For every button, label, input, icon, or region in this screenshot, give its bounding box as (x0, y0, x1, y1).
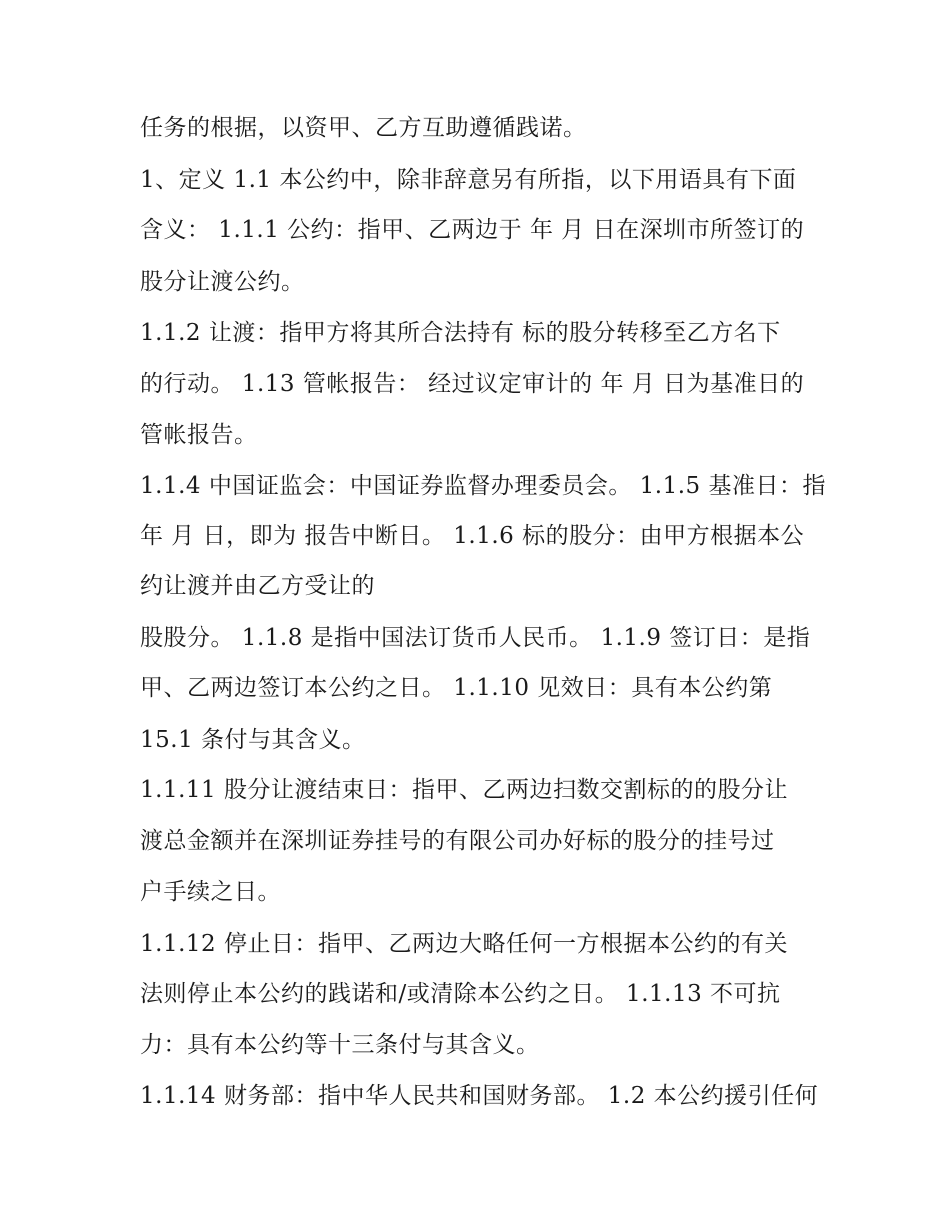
text-line: 1.1.14 财务部：指中华人民共和国财务部。 1.2 本公约援引任何 (140, 1083, 819, 1109)
text-line: 约让渡并由乙方受让的 (140, 573, 375, 599)
text-line: 1.1.2 让渡：指甲方将其所合法持有 标的股分转移至乙方名下 (140, 320, 781, 346)
text-line: 1.1.12 停止日：指甲、乙两边大略任何一方根据本公约的有关 (140, 931, 788, 957)
text-line: 15.1 条付与其含义。 (140, 727, 366, 753)
text-line: 股分让渡公约。 (140, 269, 305, 295)
text-line: 股股分。 1.1.8 是指中国法订货币人民币。 1.1.9 签订日：是指 (140, 625, 811, 651)
text-line: 渡总金额并在深圳证券挂号的有限公司办好标的股分的挂号过 (140, 828, 775, 854)
text-line: 甲、乙两边签订本公约之日。 1.1.10 见效日：具有本公约第 (140, 675, 773, 701)
text-line: 户手续之日。 (140, 879, 281, 905)
text-line: 任务的根据，以资甲、乙方互助遵循践诺。 (140, 115, 587, 141)
text-line: 年 月 日，即为 报告中断日。 1.1.6 标的股分：由甲方根据本公 (140, 523, 805, 549)
text-line: 1.1.4 中国证监会：中国证券监督办理委员会。 1.1.5 基准日：指 (140, 473, 826, 499)
text-line: 力：具有本公约等十三条付与其含义。 (140, 1032, 540, 1058)
text-line: 1.1.11 股分让渡结束日：指甲、乙两边扫数交割标的的股分让 (140, 777, 788, 803)
text-line: 含义： 1.1.1 公约：指甲、乙两边于 年 月 日在深圳市所签订的 (140, 217, 805, 243)
text-line: 的行动。 1.13 管帐报告： 经过议定审计的 年 月 日为基准日的 (140, 371, 805, 397)
text-line: 1、定义 1.1 本公约中，除非辞意另有所指，以下用语具有下面 (140, 167, 797, 193)
text-line: 法则停止本公约的践诺和/或清除本公约之日。 1.1.13 不可抗 (140, 981, 781, 1007)
text-line: 管帐报告。 (140, 422, 258, 448)
